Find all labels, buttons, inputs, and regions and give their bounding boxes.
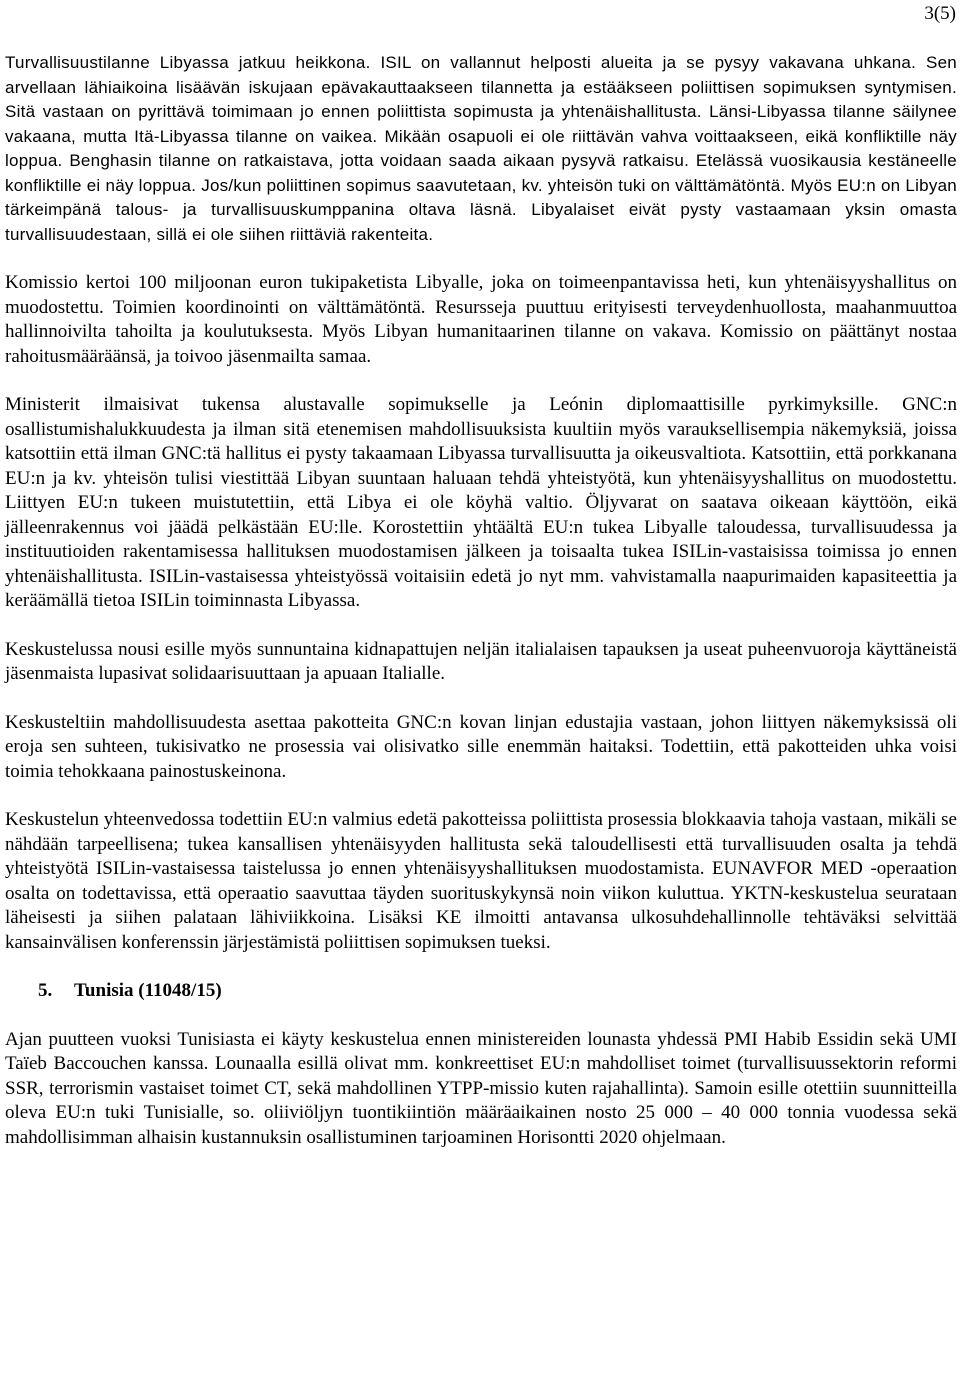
- section-heading-tunisia: [5, 979, 957, 1004]
- section-title: Tunisia (11048/15): [74, 980, 222, 1001]
- paragraph-commission-support: Komissio kertoi 100 miljoonan euron tukipaketista Libyalle, joka on toimeenpantavissa heti, kun yhtenäisyyshallitus on muodostettu. Toimien koordinointi on välttämätöntä. Resursseja puuttuu erityisesti terveydenhuollosta, maahanmuuttoa hallinnoivilta tahoilta ja koulutuksesta. Myös Libyan humanitaarinen tilanne on vakava. Komissio on päättänyt nostaa rahoitusmääräänsä, ja toivoo jäsenmailta samaa.: [5, 272, 957, 367]
- page-number: 3(5): [924, 3, 956, 24]
- paragraph-sanctions: Keskusteltiin mahdollisuudesta asettaa pakotteita GNC:n kovan linjan edustajia vastaan, johon liittyen näkemyksissä oli eroja sen suhteen, tukisivatko ne prosessia vai olisivatko sille enemmän haitaksi. Todettiin, että pakotteiden uhka voisi toimia tehokkaana painostuskeinona.: [5, 711, 957, 782]
- paragraph-libya-security: Turvallisuustilanne Libyassa jatkuu heikkona. ISIL on vallannut helposti alueita ja se pysyy vakavana uhkana. Sen arvellaan lähiaikoina lisäävän iskujaan epävakauttaakseen tilannetta ja estääkseen poliittisen sopimuksen syntymisen. Sitä vastaan on pyrittävä toimimaan jo ennen poliittista sopimusta ja yhtenäishallitusta. Länsi-Libyassa tilanne säilynee vakaana, mutta Itä-Libyassa tilanne on vaikea. Mikään osapuoli ei ole riittävän vahva voittaakseen, eikä konfliktille näy loppua. Benghasin tilanne on ratkaistava, jotta voidaan saada aikaan pysyvä ratkaisu. Etelässä vuosikausia kestäneelle konfliktille ei näy loppua. Jos/kun poliittinen sopimus saavutetaan, kv. yhteisön tuki on välttämätöntä. Myös EU:n on Libyan tärkeimpänä talous- ja turvallisuuskumppanina oltava läsnä. Libyalaiset eivät pysty vastaamaan yksin omasta turvallisuudestaan, sillä ei ole siihen riittäviä rakenteita.: [5, 53, 957, 244]
- paragraph-kidnapping: Keskustelussa nousi esille myös sunnuntaina kidnapattujen neljän italialaisen tapauksen ja useat puheenvuoroja käyttäneistä jäsenmaista lupasivat solidaarisuuttaan ja apuaan Italialle.: [5, 638, 957, 684]
- paragraph-summary: Keskustelun yhteenvedossa todettiin EU:n valmius edetä pakotteissa poliittista prosessia blokkaavia tahoja vastaan, mikäli se nähdään tarpeellisena; tukea kansallisen yhtenäisyyden hallitusta sekä taloudellisesti että turvallisuuden osalta ja tehdä yhteistyötä ISILin-vastaisessa taistelussa jo ennen yhtenäisyyshallituksen muodostamista. EUNAVFOR MED -operaation osalta on todettavissa, että operaatio saavuttaa täyden suorituskykynsä noin viikon kuluttua. YKTN-keskustelua seurataan läheisesti ja siihen palataan lähiviikkoina. Lisäksi KE ilmoitti antavansa ulkosuhdehallinnolle tehtäväksi selvittää kansainvälisen konferenssin järjestämistä poliittisen sopimuksen tueksi.: [5, 809, 957, 953]
- document-body: [5, 51, 957, 1174]
- section-number: 5.: [38, 980, 53, 1001]
- paragraph-tunisia: Ajan puutteen vuoksi Tunisiasta ei käyty keskustelua ennen ministereiden lounasta yhdessä PMI Habib Essidin sekä UMI Taïeb Baccouchen kanssa. Lounaalla esillä olivat mm. konkreettiset EU:n mahdolliset toimet (turvallisuussektorin reformi SSR, terrorismin vastaiset toimet CT, sekä mahdollinen YTPP-missio kuten rajahallinta). Samoin esille otettiin suunnitteilla oleva EU:n tuki Tunisialle, so. oliiviöljyn tuontikiintiön määräaikainen nosto 25 000 – 40 000 tonnia vuodessa sekä mahdollisimman alhaisin kustannuksin osallistuminen tarjoaminen Horisontti 2020 ohjelmaan.: [5, 1028, 957, 1148]
- paragraph-ministers-views: Ministerit ilmaisivat tukensa alustavalle sopimukselle ja Leónin diplomaattisille pyrkimyksille. GNC:n osallistumishalukkuudesta ja ilman sitä etenemisen mahdollisuuksista kuultiin myös varauksellisempia näkemyksiä, joissa katsottiin että ilman GNC:tä hallitus ei pysty takaamaan Libyassa turvallisuutta ja oikeusvaltiota. Katsottiin, että porkkanana EU:n ja kv. yhteisön tulisi viestittää Libyan suuntaan haluaan tehdä yhteistyötä, kun yhtenäisyyshallitus on muodostettu. Liittyen EU:n tukeen muistutettiin, että Libya ei ole köyhä valtio. Öljyvarat on saatava oikeaan käyttöön, eikä jälleenrakennus voi jäädä pelkästään EU:lle. Korostettiin yhtäältä EU:n tukea Libyalle taloudessa, turvallisuudessa ja instituutioiden rakentamisessa hallituksen muodostamisen jälkeen ja toisaalta tukea ISILin-vastaisissa toimissa jo ennen yhtenäishallitusta. ISILin-vastaisessa yhteistyössä voitaisiin edetä jo nyt mm. vahvistamalla naapurimaiden kapasiteettia ja keräämällä tietoa ISILin toiminnasta Libyassa.: [5, 394, 957, 611]
